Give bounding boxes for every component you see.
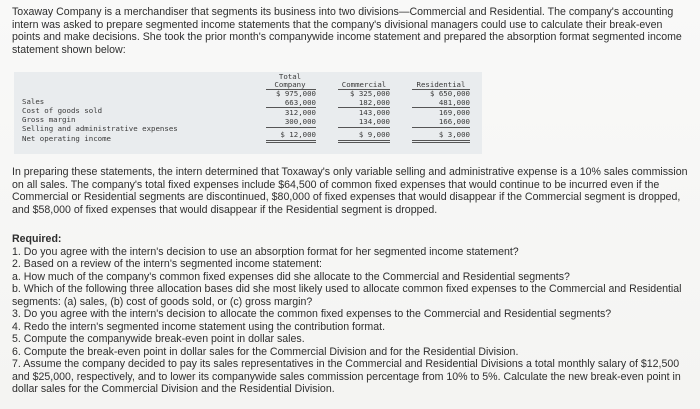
fixed-expenses-paragraph: In preparing these statements, the intern determined that Toxaway's only variable selling and administrative expense is a 10% sales commission on all sales. The company's total fixed expenses include $64,500 of common fixed expenses that would continue to be incurred even if the Commercial or Residential segments are discontinued, $80,000 of fixed expenses that would disappear if the Commercial segment is dropped, and $58,000 of fixed expenses that would disappear if the Residential segment is dropped. — [12, 166, 688, 216]
row-label-net-operating-income: Net operating income — [22, 134, 111, 143]
cell-gm-residential: 169,000 — [438, 108, 470, 117]
required-item-3: 3. Do you agree with the intern's decision to allocate the common fixed expenses to the Commercial and Residential segments? — [12, 308, 612, 320]
required-item-4: 4. Redo the intern's segmented income statement using the contribution format. — [12, 320, 386, 333]
required-item-2a: a. How much of the company's common fixed expenses did she allocate to the Commercial and Residential segments? — [12, 270, 570, 283]
cell-gm-total: 312,000 — [284, 108, 316, 117]
cell-sales-residential: $ 650,000 — [429, 89, 470, 98]
double-underline-commercial-1 — [338, 140, 390, 141]
required-item-7: 7. Assume the company decided to pay its sales representatives in the Commercial and Residential Divisions a total monthly salary of $12,500 and $25,000, respectively, and to lower its companywide sales commission percentage from 10% to 5%. Calculate the new break-even point in dollar sales for the Commercial Division and the Residential Division. — [12, 358, 681, 395]
required-section — [12, 233, 692, 396]
cell-noi-commercial: $ 9,000 — [358, 130, 390, 139]
cell-cogs-total: 663,000 — [284, 98, 316, 107]
required-heading: Required: — [12, 233, 62, 245]
cell-cogs-commercial: 182,000 — [358, 98, 390, 107]
underline-sa-total — [266, 127, 316, 128]
cell-noi-residential: $ 3,000 — [438, 130, 470, 139]
underline-sa-residential — [412, 127, 470, 128]
required-item-6: 6. Compute the break-even point in dollar sales for the Commercial Division and for the Residential Division. — [12, 345, 519, 358]
required-list — [12, 246, 692, 396]
double-underline-total-1 — [266, 140, 316, 141]
cell-cogs-residential: 481,000 — [438, 98, 470, 107]
header-residential: Residential — [416, 80, 466, 89]
intro-paragraph: Toxaway Company is a merchandiser that segments its business into two divisions—Commercial and Residential. The company's accounting intern was asked to prepare segmented income statements that the company's divisional managers could use to calculate their break-even points and make decisions. She took the prior month's companywide income statement and prepared the absorption format segmented income statement shown below: — [12, 6, 682, 56]
segmented-income-statement — [14, 72, 482, 154]
cell-sa-commercial: 134,000 — [358, 117, 390, 126]
cell-sa-total: 300,000 — [284, 117, 316, 126]
row-label-selling-admin: Selling and administrative expenses — [22, 124, 178, 133]
double-underline-residential-2 — [412, 142, 470, 143]
double-underline-residential-1 — [412, 140, 470, 141]
cell-sa-residential: 166,000 — [438, 117, 470, 126]
underline-sa-commercial — [338, 127, 390, 128]
header-total-line2: Company — [274, 80, 306, 89]
required-item-2b: b. Which of the following three allocation bases did she most likely used to allocate common fixed expenses to the Commercial and Residential segments: (a) sales, (b) cost of goods sold, or (c) gross margin? — [12, 283, 682, 308]
double-underline-total-2 — [266, 142, 316, 143]
cell-noi-total: $ 12,000 — [280, 130, 316, 139]
header-total-line1: Total — [278, 72, 302, 81]
row-label-cogs: Cost of goods sold — [22, 106, 103, 115]
cell-sales-total: $ 975,000 — [275, 89, 316, 98]
header-commercial: Commercial — [341, 80, 387, 89]
required-item-1: 1. Do you agree with the intern's decision to use an absorption format for her segmented income statement? — [12, 245, 519, 258]
cell-sales-commercial: $ 325,000 — [349, 89, 390, 98]
required-item-2: 2. Based on a review of the intern's segmented income statement: — [12, 258, 323, 270]
cell-gm-commercial: 143,000 — [358, 108, 390, 117]
required-item-5: 5. Compute the companywide break-even point in dollar sales. — [12, 333, 305, 345]
row-label-sales: Sales — [22, 97, 45, 106]
row-label-gross-margin: Gross margin — [22, 115, 76, 124]
double-underline-commercial-2 — [338, 142, 390, 143]
